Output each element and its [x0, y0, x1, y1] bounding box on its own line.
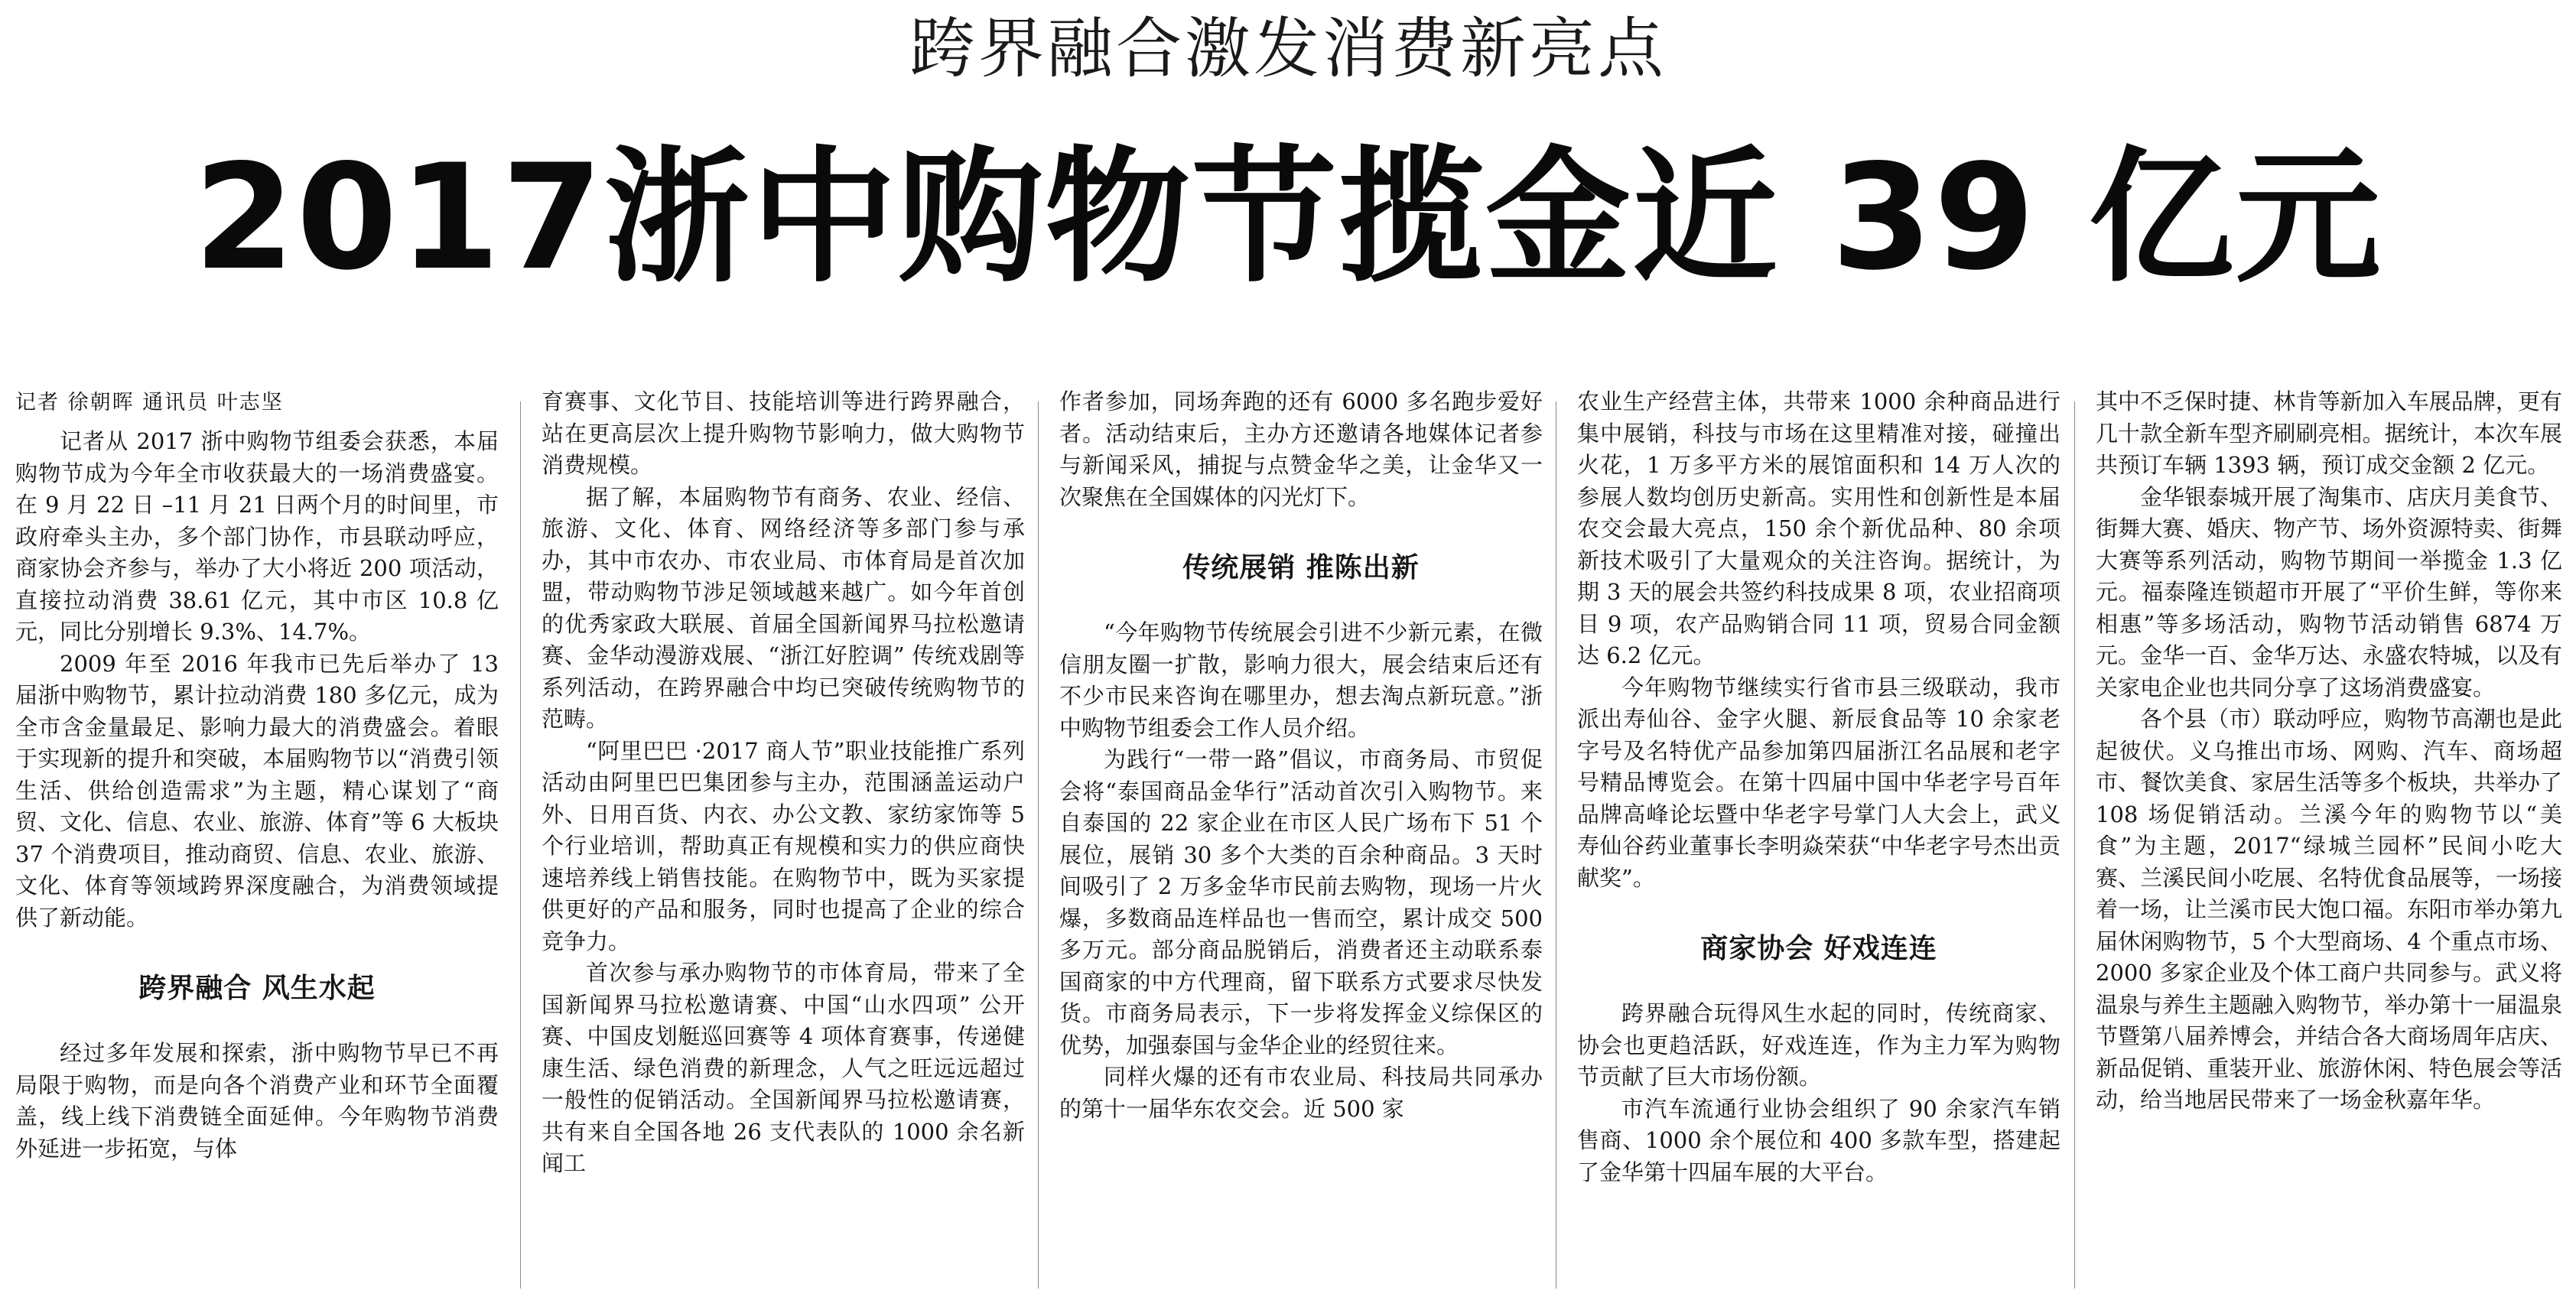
paragraph: 农业生产经营主体，共带来 1000 余种商品进行集中展销，科技与市场在这里精准对接，碰撞出火花，1 万多平方米的展馆面积和 14 万人次的参展人数均创历史新高。实用性和创新性是本届农交会最大亮点，150 余个新优品种、80 余项新技术吸引了大量观众的关注咨询。据统计，为期 3 天的展会共签约科技成果 8 项，农业招商项目 9 项，农产品购销合同 11 项，贸易合同金额达 6.2 亿元。: [1577, 388, 2060, 668]
column-3: [1059, 386, 1543, 1304]
column-divider: [2074, 401, 2075, 1289]
byline: 记者 徐朝晖 通讯员 叶志坚: [15, 391, 284, 414]
column-divider: [1038, 401, 1039, 1289]
paragraph: 2009 年至 2016 年我市已先后举办了 13 届浙中购物节，累计拉动消费 180 多亿元，成为全市含金量最足、影响力最大的消费盛会。着眼于实现新的提升和突破，本届购物节以“消费引领生活、供给创造需求”为主题，精心谋划了“商贸、文化、信息、农业、旅游、体育”等 6 大板块 37 个消费项目，推动商贸、信息、农业、旅游、文化、体育等领域跨界深度融合，为消费领域提供了新动能。: [15, 650, 499, 931]
paragraph: “今年购物节传统展会引进不少新元素，在微信朋友圈一扩散，影响力很大，展会结束后还有不少市民来咨询在哪里办，想去淘点新玩意。”浙中购物节组委会工作人员介绍。: [1059, 619, 1543, 741]
paragraph: 金华银泰城开展了淘集市、店庆月美食节、街舞大赛、婚庆、物产节、场外资源特卖、街舞大赛等系列活动，购物节期间一举揽金 1.3 亿元。福泰隆连锁超市开展了“平价生鲜，等你来相惠”等多场活动，购物节活动销售 6874 万元。金华一百、金华万达、永盛农特城，以及有关家电企业也共同分享了这场消费盛宴。: [2096, 483, 2562, 700]
paragraph: 为践行“一带一路”倡议，市商务局、市贸促会将“泰国商品金华行”活动首次引入购物节。来自泰国的 22 家企业在市区人民广场布下 51 个展位，展销 30 多个大类的百余种商品。3 天时间吸引了 2 万多金华市民前去购物，现场一片火爆，多数商品连样品也一售而空，累计成交 500 多万元。部分商品脱销后，消费者还主动联系泰国商家的中方代理商，留下联系方式要求尽快发货。市商务局表示，下一步将发挥金义综保区的优势，加强泰国与金华企业的经贸往来。: [1059, 746, 1543, 1058]
paragraph: 记者从 2017 浙中购物节组委会获悉，本届购物节成为今年全市收获最大的一场消费盛宴。在 9 月 22 日 –11 月 21 日两个月的时间里，市政府牵头主办，多个部门协作，市县联动呼应，商家协会齐参与，举办了大小将近 200 项活动，直接拉动消费 38.61 亿元，其中市区 10.8 亿元，同比分别增长 9.3%、14.7%。: [15, 428, 499, 645]
kicker-subtitle: 跨界融合激发消费新亮点: [909, 11, 1667, 87]
paragraph: 今年购物节继续实行省市县三级联动，我市派出寿仙谷、金字火腿、新辰食品等 10 余家老字号及名特优产品参加第四届浙江名品展和老字号精品博览会。在第十四届中国中华老字号百年品牌高峰论坛暨中华老字号掌门人大会上，武义寿仙谷药业董事长李明焱荣获“中华老字号杰出贡献奖”。: [1577, 674, 2060, 891]
main-headline: 2017浙中购物节揽金近 39 亿元: [194, 133, 2382, 302]
paragraph: 育赛事、文化节目、技能培训等进行跨界融合，站在更高层次上提升购物节影响力，做大购物节消费规模。: [542, 388, 1025, 478]
article-body: [15, 386, 2562, 1308]
section-heading: 商家协会 好戏连连: [1700, 933, 1937, 964]
column-1: [15, 386, 499, 1304]
paragraph: 据了解，本届购物节有商务、农业、经信、旅游、文化、体育、网络经济等多部门参与承办，其中市农办、市农业局、市体育局是首次加盟，带动购物节涉足领域越来越广。如今年首创的优秀家政大联展、首届全国新闻界马拉松邀请赛、金华动漫游戏展、“浙江好腔调” 传统戏剧等系列活动，在跨界融合中均已突破传统购物节的范畴。: [542, 483, 1025, 732]
paragraph: 经过多年发展和探索，浙中购物节早已不再局限于购物，而是向各个消费产业和环节全面覆盖，线上线下消费链全面延伸。今年购物节消费外延进一步拓宽，与体: [15, 1040, 499, 1162]
paragraph: 同样火爆的还有市农业局、科技局共同承办的第十一届华东农交会。近 500 家: [1059, 1064, 1543, 1122]
paragraph: 跨界融合玩得风生水起的同时，传统商家、协会也更趋活跃，好戏连连，作为主力军为购物节贡献了巨大市场份额。: [1577, 1000, 2060, 1090]
section-heading: 跨界融合 风生水起: [138, 973, 376, 1004]
paragraph: 作者参加，同场奔跑的还有 6000 多名跑步爱好者。活动结束后，主办方还邀请各地媒体记者参与新闻采风，捕捉与点赞金华之美，让金华又一次聚焦在全国媒体的闪光灯下。: [1059, 388, 1543, 510]
paragraph: 首次参与承办购物节的市体育局，带来了全国新闻界马拉松邀请赛、中国“山水四项” 公开赛、中国皮划艇巡回赛等 4 项体育赛事，传递健康生活、绿色消费的新理念，人气之旺远远超过一般性的促销活动。全国新闻界马拉松邀请赛，共有来自全国各地 26 支代表队的 1000 余名新闻工: [542, 960, 1025, 1176]
paragraph: 市汽车流通行业协会组织了 90 余家汽车销售商、1000 余个展位和 400 多款车型，搭建起了金华第十四届车展的大平台。: [1577, 1095, 2060, 1185]
column-divider: [520, 401, 521, 1289]
section-heading: 传统展销 推陈出新: [1182, 552, 1420, 583]
column-4: [1577, 386, 2060, 1304]
paragraph: “阿里巴巴 ·2017 商人节”职业技能推广系列活动由阿里巴巴集团参与主办，范围涵盖运动户外、日用百货、内衣、办公文教、家纺家饰等 5 个行业培训，帮助真正有规模和实力的供应商快速培养线上销售技能。在购物节中，既为买家提供更好的产品和服务，同时也提高了企业的综合竞争力。: [542, 737, 1025, 954]
paragraph: 各个县（市）联动呼应，购物节高潮也是此起彼伏。义乌推出市场、网购、汽车、商场超市、餐饮美食、家居生活等多个板块，共举办了 108 场促销活动。兰溪今年的购物节以“美食”为主题，2017“绿城兰园杯”民间小吃大赛、兰溪民间小吃展、名特优食品展等，一场接着一场，让兰溪市民大饱口福。东阳市举办第九届休闲购物节，5 个大型商场、4 个重点市场、2000 多家企业及个体工商户共同参与。武义将温泉与养生主题融入购物节，举办第十一届温泉节暨第八届养博会，并结合各大商场周年店庆、新品促销、重装开业、旅游休闲、特色展会等活动，给当地居民带来了一场金秋嘉年华。: [2096, 706, 2562, 1113]
column-5: [2096, 386, 2562, 1304]
paragraph: 其中不乏保时捷、林肯等新加入车展品牌，更有几十款全新车型齐刷刷亮相。据统计，本次车展共预订车辆 1393 辆，预订成交金额 2 亿元。: [2096, 388, 2562, 478]
column-2: [542, 386, 1025, 1304]
